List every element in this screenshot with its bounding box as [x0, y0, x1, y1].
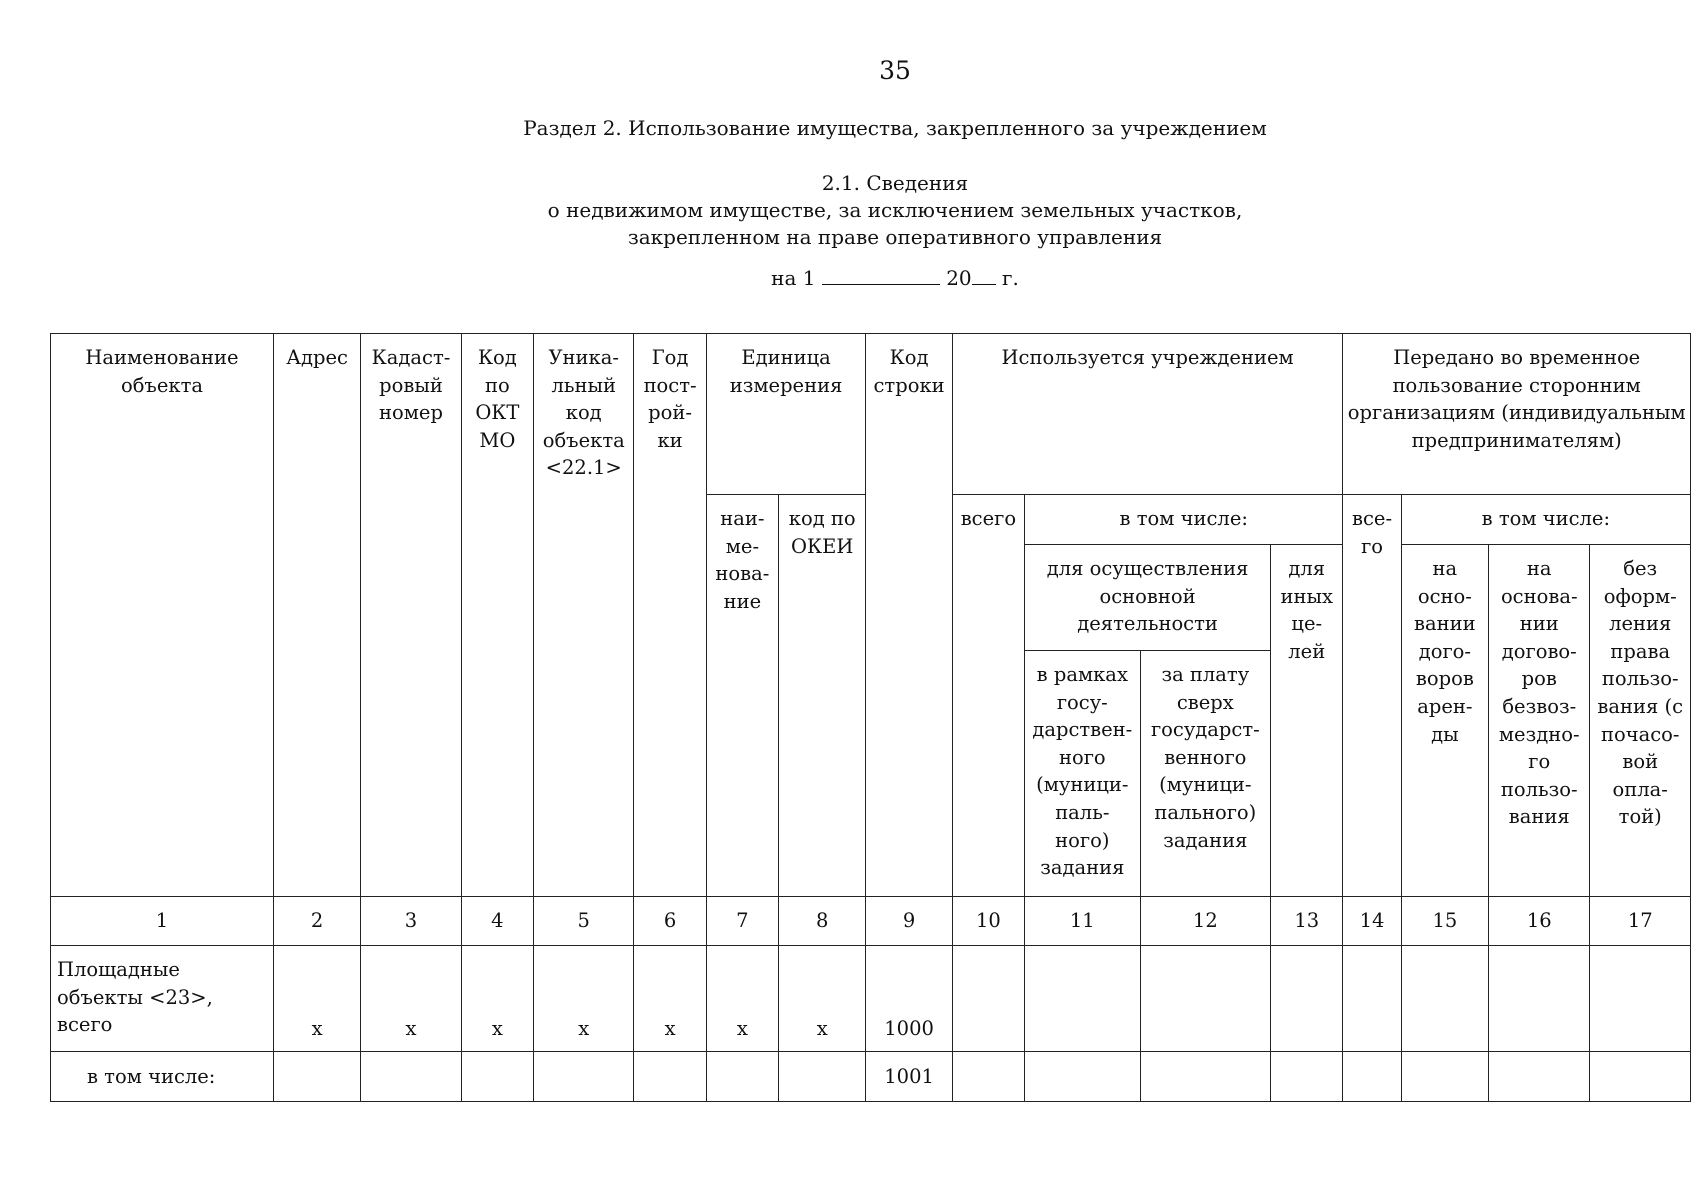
row-cell: [461, 1052, 533, 1102]
row-cell: [634, 1052, 706, 1102]
column-number: 11: [1025, 897, 1140, 946]
header-cadastral: Кадаст-ровый номер: [361, 334, 461, 897]
date-year-prefix: 20: [946, 266, 972, 290]
table-row: [51, 1052, 1691, 1102]
header-transferred-free: на основа-нии догово-ров безвоз-мездно-го пользо-вания: [1489, 545, 1590, 897]
section-title: Раздел 2. Использование имущества, закрепленного за учреждением: [523, 116, 1267, 140]
header-transferred-lease: на осно-вании дого-воров арен-ды: [1401, 545, 1488, 897]
header-name: Наименование объекта: [51, 334, 274, 897]
header-used-total: всего: [952, 495, 1024, 897]
subtitle: [0, 170, 1698, 251]
date-line: [0, 266, 1698, 290]
row-cell: [273, 1052, 360, 1102]
header-unit-group: Единица измерения: [706, 334, 866, 495]
column-number: 17: [1590, 897, 1691, 946]
subtitle-line-3: закрепленном на праве оперативного управления: [627, 225, 1163, 249]
row-code: 1001: [866, 1052, 952, 1102]
date-suffix: г.: [1002, 266, 1019, 290]
column-number: 6: [634, 897, 706, 946]
header-row-code: Код строки: [866, 334, 952, 897]
header-oktmo: Код по ОКТ МО: [461, 334, 533, 897]
row-cell: [1271, 946, 1343, 1052]
row-cell: х: [779, 946, 866, 1052]
header-used-main: для осуществления основной деятельности: [1025, 545, 1271, 651]
row-cell: [1343, 1052, 1401, 1102]
row-cell: х: [461, 946, 533, 1052]
row-cell: х: [361, 946, 461, 1052]
row-cell: [952, 946, 1024, 1052]
header-used-incl: в том числе:: [1025, 495, 1343, 545]
row-cell: х: [273, 946, 360, 1052]
date-prefix: на 1: [771, 266, 816, 290]
header-used-paid: за плату сверх государст-венного (муници-пального) задания: [1140, 651, 1271, 897]
header-address: Адрес: [273, 334, 360, 897]
row-cell: [779, 1052, 866, 1102]
column-number: 7: [706, 897, 778, 946]
property-table: [50, 333, 1691, 1102]
row-cell: [361, 1052, 461, 1102]
row-cell: х: [634, 946, 706, 1052]
column-number: 1: [51, 897, 274, 946]
row-cell: х: [706, 946, 778, 1052]
header-transferred-none: без оформ-ления права пользо-вания (с почасо-вой опла-той): [1590, 545, 1691, 897]
header-transferred-incl: в том числе:: [1401, 495, 1690, 545]
page-number: 35: [879, 56, 911, 85]
column-number-row: [51, 897, 1691, 946]
column-number: 10: [952, 897, 1024, 946]
column-number: 15: [1401, 897, 1488, 946]
row-cell: [1271, 1052, 1343, 1102]
row-label: в том числе:: [51, 1052, 274, 1102]
row-cell: [1590, 1052, 1691, 1102]
row-cell: [1401, 1052, 1488, 1102]
column-number: 14: [1343, 897, 1401, 946]
header-year-built: Год пост-рой-ки: [634, 334, 706, 897]
row-cell: [952, 1052, 1024, 1102]
year-blank: [972, 266, 996, 285]
header-unit-okei: код по ОКЕИ: [779, 495, 866, 897]
header-transferred-group: Передано во временное пользование сторонним организациям (индивидуальным предпринимателям): [1343, 334, 1691, 495]
row-cell: [1140, 1052, 1271, 1102]
row-cell: [534, 1052, 634, 1102]
row-cell: [1343, 946, 1401, 1052]
row-cell: [1025, 946, 1140, 1052]
row-cell: [1489, 946, 1590, 1052]
table-row: [51, 946, 1691, 1052]
date-blank: [822, 266, 940, 285]
header-used-state: в рамках госу-дарствен-ного (муници-паль-ного) задания: [1025, 651, 1140, 897]
row-label: Площадные объекты <23>, всего: [51, 946, 274, 1052]
row-cell: [1025, 1052, 1140, 1102]
column-number: 8: [779, 897, 866, 946]
header-used-group: Используется учреждением: [952, 334, 1343, 495]
column-number: 2: [273, 897, 360, 946]
subtitle-line-2: о недвижимом имуществе, за исключением земельных участков,: [547, 198, 1243, 222]
header-transferred-total: все-го: [1343, 495, 1401, 897]
column-number: 3: [361, 897, 461, 946]
row-code: 1000: [866, 946, 952, 1052]
row-cell: [1590, 946, 1691, 1052]
row-cell: [1140, 946, 1271, 1052]
row-cell: х: [534, 946, 634, 1052]
header-used-other: для иных це-лей: [1271, 545, 1343, 897]
subtitle-line-1: 2.1. Сведения: [821, 171, 969, 195]
row-cell: [1489, 1052, 1590, 1102]
header-unit-name: наи-ме-нова-ние: [706, 495, 778, 897]
column-number: 16: [1489, 897, 1590, 946]
header-unique-code: Уника-льный код объекта <22.1>: [534, 334, 634, 897]
column-number: 5: [534, 897, 634, 946]
column-number: 4: [461, 897, 533, 946]
column-number: 12: [1140, 897, 1271, 946]
column-number: 9: [866, 897, 952, 946]
row-cell: [1401, 946, 1488, 1052]
row-cell: [706, 1052, 778, 1102]
column-number: 13: [1271, 897, 1343, 946]
